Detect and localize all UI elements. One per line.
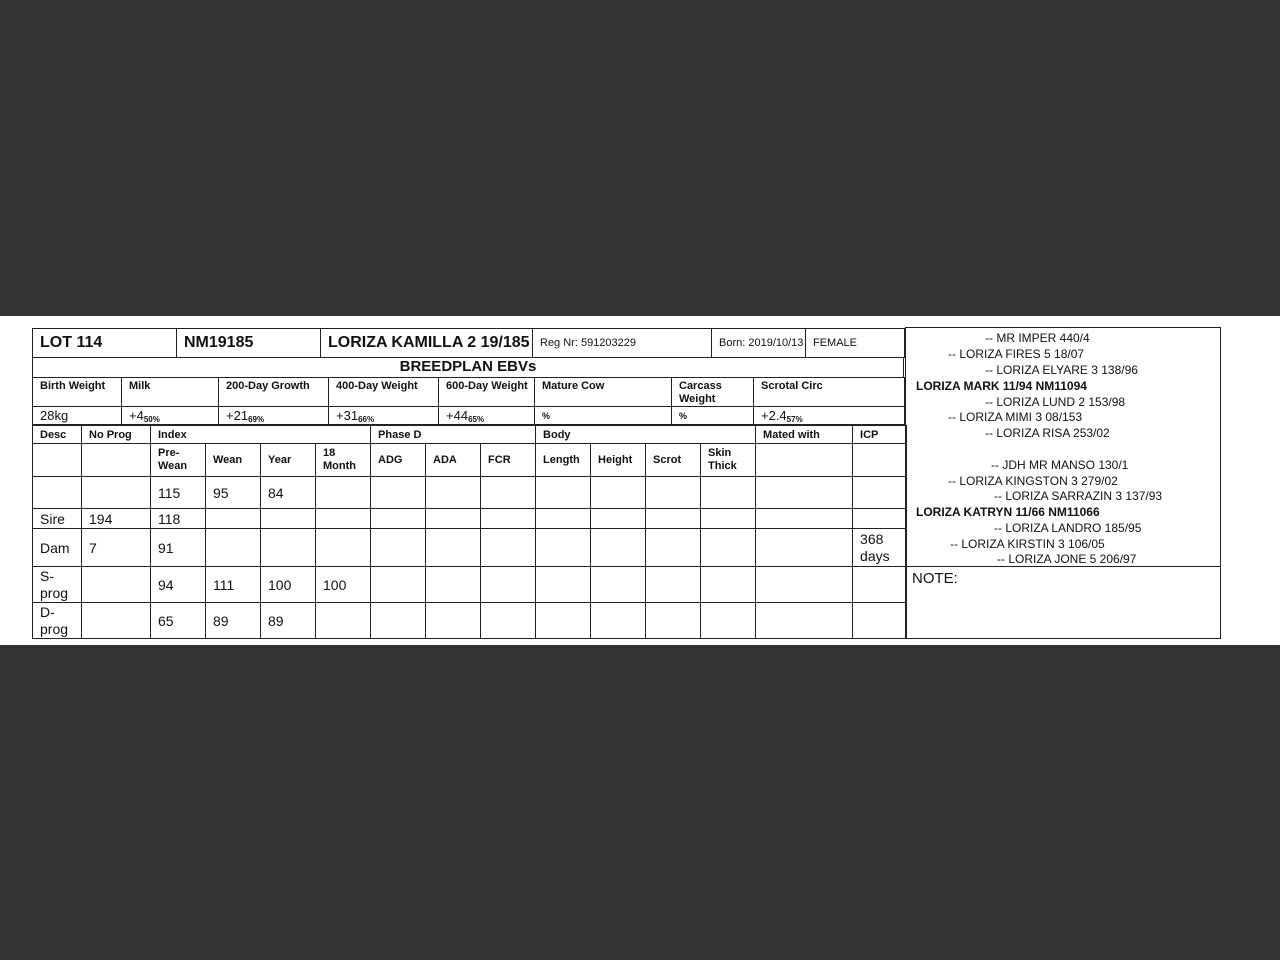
sprog-mated: [756, 567, 853, 603]
pedigree-line: -- LORIZA KIRSTIN 3 106/05: [950, 537, 1105, 551]
own-mated: [756, 477, 853, 509]
pedigree-sire: LORIZA MARK 11/94 NM11094: [916, 379, 1087, 393]
sire-height: [591, 509, 646, 529]
sire-scrot: [646, 509, 701, 529]
sprog-length: [536, 567, 591, 603]
dam-noprog: 7: [82, 529, 151, 567]
length-header: Length: [536, 444, 591, 477]
sprog-line1: S-: [40, 567, 54, 584]
icp-line1: 368: [860, 530, 884, 547]
ada-header: ADA: [426, 444, 481, 477]
ebv-400day-label: 400-Day Weight: [329, 378, 439, 407]
dprog-scrot: [646, 603, 701, 639]
dprog-adg: [371, 603, 426, 639]
sire-fcr: [481, 509, 536, 529]
table-row: [33, 509, 907, 529]
sex: FEMALE: [806, 329, 905, 358]
dprog-icp: [853, 603, 907, 639]
dprog-mated: [756, 603, 853, 639]
desc-sub-empty: [33, 444, 82, 477]
dprog-18m: [316, 603, 371, 639]
own-icp: [853, 477, 907, 509]
own-fcr: [481, 477, 536, 509]
phase-d-header: Phase D: [371, 426, 536, 444]
sire-year: [261, 509, 316, 529]
ebv-milk-value: [122, 407, 219, 425]
body-header: Body: [536, 426, 756, 444]
ebv-mature-cow-value: %: [535, 407, 672, 425]
own-18m: [316, 477, 371, 509]
ebv-200day-label: 200-Day Growth: [219, 378, 329, 407]
animal-name: LORIZA KAMILLA 2 19/185: [321, 329, 533, 358]
ebv-birth-weight-value: 28kg: [33, 407, 122, 425]
reg-number: Reg Nr: 591203229: [533, 329, 712, 358]
ebv-scrotal-label: Scrotal Circ: [754, 378, 905, 407]
sire-mated: [756, 509, 853, 529]
own-height: [591, 477, 646, 509]
dam-mated: [756, 529, 853, 567]
mated-with-header: Mated with: [756, 426, 853, 444]
dprog-height: [591, 603, 646, 639]
ebv-600day-value: [439, 407, 535, 425]
own-skin: [701, 477, 756, 509]
milk-value: +4: [129, 408, 144, 423]
fcr-header: FCR: [481, 444, 536, 477]
height-header: Height: [591, 444, 646, 477]
sprog-skin: [701, 567, 756, 603]
own-prewean: 115: [151, 477, 206, 509]
own-desc: [33, 477, 82, 509]
dprog-line2: prog: [40, 620, 69, 637]
dprog-desc: [33, 603, 82, 639]
prewean-line2: Wean: [158, 460, 188, 472]
pedigree-line: -- JDH MR MANSO 130/1: [991, 458, 1129, 472]
sire-18m: [316, 509, 371, 529]
own-wean: 95: [206, 477, 261, 509]
dam-adg: [371, 529, 426, 567]
day600-accuracy: 65%: [468, 415, 485, 424]
sprog-18m: 100: [316, 567, 371, 603]
sprog-line2: prog: [40, 584, 69, 601]
pedigree-panel: [905, 327, 1221, 639]
dprog-length: [536, 603, 591, 639]
breedplan-title: BREEDPLAN EBVs: [32, 358, 904, 377]
own-year: 84: [261, 477, 316, 509]
skin-line1: Skin: [708, 447, 732, 459]
skin-thick-header: [701, 444, 756, 477]
scrotal-accuracy: 57%: [786, 415, 803, 424]
own-length: [536, 477, 591, 509]
dprog-fcr: [481, 603, 536, 639]
sprog-wean: 111: [206, 567, 261, 603]
pedigree-line: -- LORIZA RISA 253/02: [985, 426, 1110, 440]
pedigree-line: -- LORIZA KINGSTON 3 279/02: [948, 474, 1118, 488]
animal-id: NM19185: [177, 329, 321, 358]
ebv-mature-cow-label: Mature Cow: [535, 378, 672, 407]
ebv-200day-value: [219, 407, 329, 425]
own-scrot: [646, 477, 701, 509]
sprog-scrot: [646, 567, 701, 603]
ebv-carcass-label: [672, 378, 754, 407]
dam-height: [591, 529, 646, 567]
sprog-fcr: [481, 567, 536, 603]
dam-length: [536, 529, 591, 567]
skin-line2: Thick: [708, 460, 737, 472]
table-row: [33, 603, 907, 639]
month18-line1: 18: [323, 447, 336, 459]
milk-accuracy: 50%: [143, 415, 160, 424]
sire-ada: [426, 509, 481, 529]
sprog-height: [591, 567, 646, 603]
pedigree-line: -- LORIZA FIRES 5 18/07: [948, 347, 1085, 361]
prewean-header: [151, 444, 206, 477]
sprog-adg: [371, 567, 426, 603]
scrot-header: Scrot: [646, 444, 701, 477]
carcass-label-line2: Weight: [679, 393, 716, 405]
pedigree-line: -- LORIZA LUND 2 153/98: [985, 395, 1126, 409]
dam-skin: [701, 529, 756, 567]
sprog-ada: [426, 567, 481, 603]
ebv-milk-label: Milk: [122, 378, 219, 407]
icp-line2: days: [860, 547, 890, 564]
pedigree-dam: LORIZA KATRYN 11/66 NM11066: [916, 505, 1100, 519]
dam-year: [261, 529, 316, 567]
ebv-birth-weight-label: Birth Weight: [33, 378, 122, 407]
pedigree-line: -- LORIZA LANDRO 185/95: [994, 521, 1142, 535]
ebv-400day-value: [329, 407, 439, 425]
sprog-icp: [853, 567, 907, 603]
dprog-wean: 89: [206, 603, 261, 639]
ebv-scrotal-value: [754, 407, 905, 425]
dam-prewean: 91: [151, 529, 206, 567]
sire-noprog: 194: [82, 509, 151, 529]
sprog-desc: [33, 567, 82, 603]
sprog-year: 100: [261, 567, 316, 603]
dprog-line1: D-: [40, 603, 55, 620]
pedigree-line: -- LORIZA JONE 5 206/97: [997, 552, 1137, 566]
lot-number: LOT 114: [33, 329, 177, 358]
ebv-table: [32, 377, 905, 425]
pedigree-line: -- MR IMPER 440/4: [985, 331, 1090, 345]
year-header: Year: [261, 444, 316, 477]
dprog-ada: [426, 603, 481, 639]
sire-icp: [853, 509, 907, 529]
pedigree-line: -- LORIZA SARRAZIN 3 137/93: [994, 489, 1163, 503]
dprog-skin: [701, 603, 756, 639]
sprog-prewean: 94: [151, 567, 206, 603]
scrotal-value: +2.4: [761, 408, 787, 423]
day400-value: +31: [336, 408, 359, 423]
sire-skin: [701, 509, 756, 529]
pedigree-line: -- LORIZA MIMI 3 08/153: [948, 410, 1083, 424]
sire-wean: [206, 509, 261, 529]
noprog-sub-empty: [82, 444, 151, 477]
own-noprog: [82, 477, 151, 509]
icp-header: ICP: [853, 426, 907, 444]
dprog-year: 89: [261, 603, 316, 639]
day600-value: +44: [446, 408, 469, 423]
table-row: [33, 529, 907, 567]
dam-fcr: [481, 529, 536, 567]
dam-ada: [426, 529, 481, 567]
dam-desc: Dam: [33, 529, 82, 567]
dam-icp: [853, 529, 907, 567]
dam-wean: [206, 529, 261, 567]
performance-grid: [32, 425, 907, 639]
own-ada: [426, 477, 481, 509]
prewean-line1: Pre-: [158, 447, 180, 459]
sire-desc: Sire: [33, 509, 82, 529]
pedigree-line: -- LORIZA ELYARE 3 138/96: [985, 363, 1138, 377]
carcass-label-line1: Carcass: [679, 380, 722, 392]
day400-accuracy: 66%: [358, 415, 375, 424]
birth-date: Born: 2019/10/13: [712, 329, 806, 358]
table-row: [33, 477, 907, 509]
note-divider: [906, 566, 1220, 567]
adg-header: ADG: [371, 444, 426, 477]
index-header: Index: [151, 426, 371, 444]
ebv-carcass-value: %: [672, 407, 754, 425]
month18-line2: Month: [323, 460, 356, 472]
sire-length: [536, 509, 591, 529]
sprog-noprog: [82, 567, 151, 603]
icp-sub-empty: [853, 444, 907, 477]
dprog-noprog: [82, 603, 151, 639]
dprog-prewean: 65: [151, 603, 206, 639]
note-label: NOTE:: [912, 570, 958, 587]
sire-adg: [371, 509, 426, 529]
dam-18m: [316, 529, 371, 567]
no-prog-header: No Prog: [82, 426, 151, 444]
own-adg: [371, 477, 426, 509]
day200-accuracy: 69%: [248, 415, 265, 424]
sire-prewean: 118: [151, 509, 206, 529]
dam-scrot: [646, 529, 701, 567]
day200-value: +21: [226, 408, 249, 423]
month18-header: [316, 444, 371, 477]
lot-header: [32, 328, 905, 358]
desc-header: Desc: [33, 426, 82, 444]
ebv-600day-label: 600-Day Weight: [439, 378, 535, 407]
table-row: [33, 567, 907, 603]
wean-header: Wean: [206, 444, 261, 477]
mated-sub-empty: [756, 444, 853, 477]
